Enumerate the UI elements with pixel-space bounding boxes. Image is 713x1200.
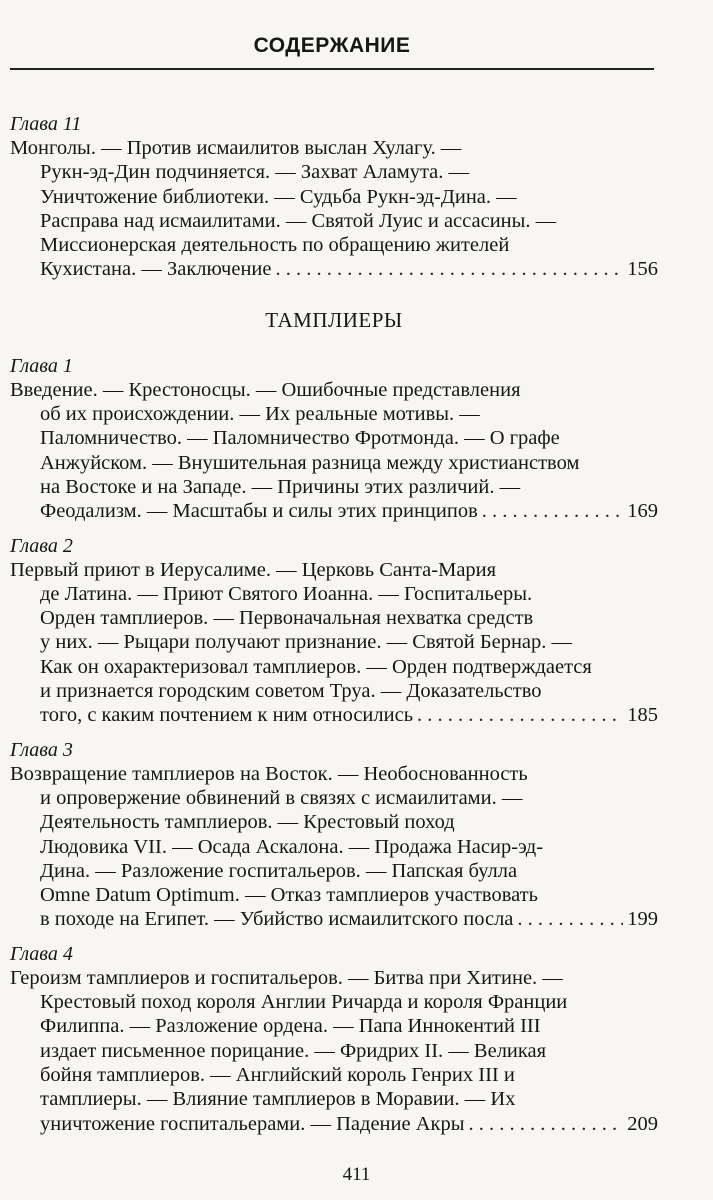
entry-line: Монголы. — Против исмаилитов выслан Хулагу. — (10, 137, 462, 159)
entry-line: и признается городским советом Труа. — Доказательство (40, 680, 542, 703)
entry-line: Деятельность тамплиеров. — Крестовый поход (40, 811, 455, 834)
entry-line: Кухистана. — Заключение (40, 258, 272, 281)
page-title: СОДЕРЖАНИЕ (253, 34, 411, 57)
page-number: 169 (627, 500, 658, 523)
page-number: 199 (627, 908, 658, 931)
entry-last-line (10, 907, 658, 931)
entry-line: де Латина. — Приют Святого Иоанна. — Госпитальеры. (40, 582, 533, 605)
entry-last-line (10, 1112, 658, 1136)
chapter-label: Глава 3 (10, 738, 73, 761)
entry-line: Расправа над исмаилитами. — Святой Луис и ассасины. — (40, 209, 557, 232)
entry-line: и опровержение обвинений в связях с исмаилитами. — (40, 786, 523, 809)
leader-dots (417, 703, 623, 727)
chapter-entry (10, 378, 658, 524)
entry-line: в походе на Египет. — Убийство исмаилитского посла (40, 908, 514, 931)
entry-line: Феодализм. — Масштабы и силы этих принципов (40, 500, 478, 523)
toc-chapter (10, 354, 658, 524)
page-header (10, 34, 654, 58)
toc-chapter (10, 534, 658, 728)
entry-line: Героизм тамплиеров и госпитальеров. — Битва при Хитине. — (10, 966, 563, 989)
table-of-contents (10, 112, 658, 1136)
leader-dots (482, 499, 623, 523)
page-number: 209 (627, 1112, 658, 1135)
entry-line: об их происхождении. — Их реальные мотивы. — (40, 403, 480, 426)
header-rule (10, 68, 654, 70)
chapter-label: Глава 1 (10, 354, 73, 377)
entry-line: Уничтожение библиотеки. — Судьба Рукн-эд-Дина. — (40, 185, 517, 208)
entry-line: Первый приют в Иерусалиме. — Церковь Санта-Мария (10, 558, 497, 581)
chapter-entry (10, 136, 658, 282)
chapter-label: Глава 2 (10, 534, 73, 557)
entry-line: Рукн-эд-Дин подчиняется. — Захват Аламута. — (40, 161, 469, 184)
entry-line: Как он охарактеризовал тамплиеров. — Орден подтверждается (40, 655, 592, 678)
entry-line: Паломничество. — Паломничество Фротмонда. — О графе (40, 427, 560, 450)
entry-line: Возвращение тамплиеров на Восток. — Необоснованность (10, 762, 528, 785)
entry-line: у них. — Рыцари получают признание. — Святой Бернар. — (40, 631, 573, 654)
leader-dots (469, 1112, 624, 1136)
entry-line: уничтожение госпитальерами. — Падение Акры (40, 1112, 465, 1135)
toc-chapter (10, 738, 658, 932)
entry-line: Миссионерская деятельность по обращению жителей (40, 234, 510, 257)
chapter-entry (10, 558, 658, 728)
entry-line: Введение. — Крестоносцы. — Ошибочные представления (10, 378, 521, 401)
page-number: 156 (627, 258, 658, 281)
entry-last-line (10, 499, 658, 523)
leader-dots (517, 907, 623, 931)
entry-line: бойня тамплиеров. — Английский король Генрих III и (40, 1063, 515, 1086)
toc-chapter (10, 942, 658, 1136)
section-title: ТАМПЛИЕРЫ (265, 307, 403, 332)
chapter-entry (10, 966, 658, 1136)
entry-line: Дина. — Разложение госпитальеров. — Папская булла (40, 859, 518, 882)
entry-line: Орден тамплиеров. — Первоначальная нехватка средств (40, 607, 534, 630)
entry-line: Людовика VII. — Осада Аскалона. — Продажа Насир-эд- (40, 835, 544, 858)
entry-line: Анжуйском. — Внушительная разница между христианством (40, 451, 580, 474)
page-number: 185 (627, 704, 658, 727)
chapter-label: Глава 11 (10, 113, 82, 135)
entry-line: на Востоке и на Западе. — Причины этих различий. — (40, 475, 521, 498)
toc-chapter (10, 112, 658, 282)
entry-line: тамплиеры. — Влияние тамплиеров в Моравии. — Их (40, 1088, 516, 1111)
entry-line: Omne Datum Optimum. — Отказ тамплиеров участвовать (40, 884, 538, 907)
leader-dots (276, 257, 624, 281)
entry-line: Филиппа. — Разложение ордена. — Папа Иннокентий III (40, 1015, 541, 1038)
chapter-label: Глава 4 (10, 942, 73, 965)
chapter-entry (10, 762, 658, 932)
folio-page-number: 411 (342, 1164, 371, 1185)
entry-last-line (10, 257, 658, 281)
entry-line: того, с каким почтением к ним относились (40, 704, 414, 727)
entry-line: издает письменное порицание. — Фридрих II. — Великая (40, 1039, 547, 1062)
entry-line: Крестовый поход короля Англии Ричарда и короля Франции (40, 991, 568, 1014)
entry-last-line (10, 703, 658, 727)
